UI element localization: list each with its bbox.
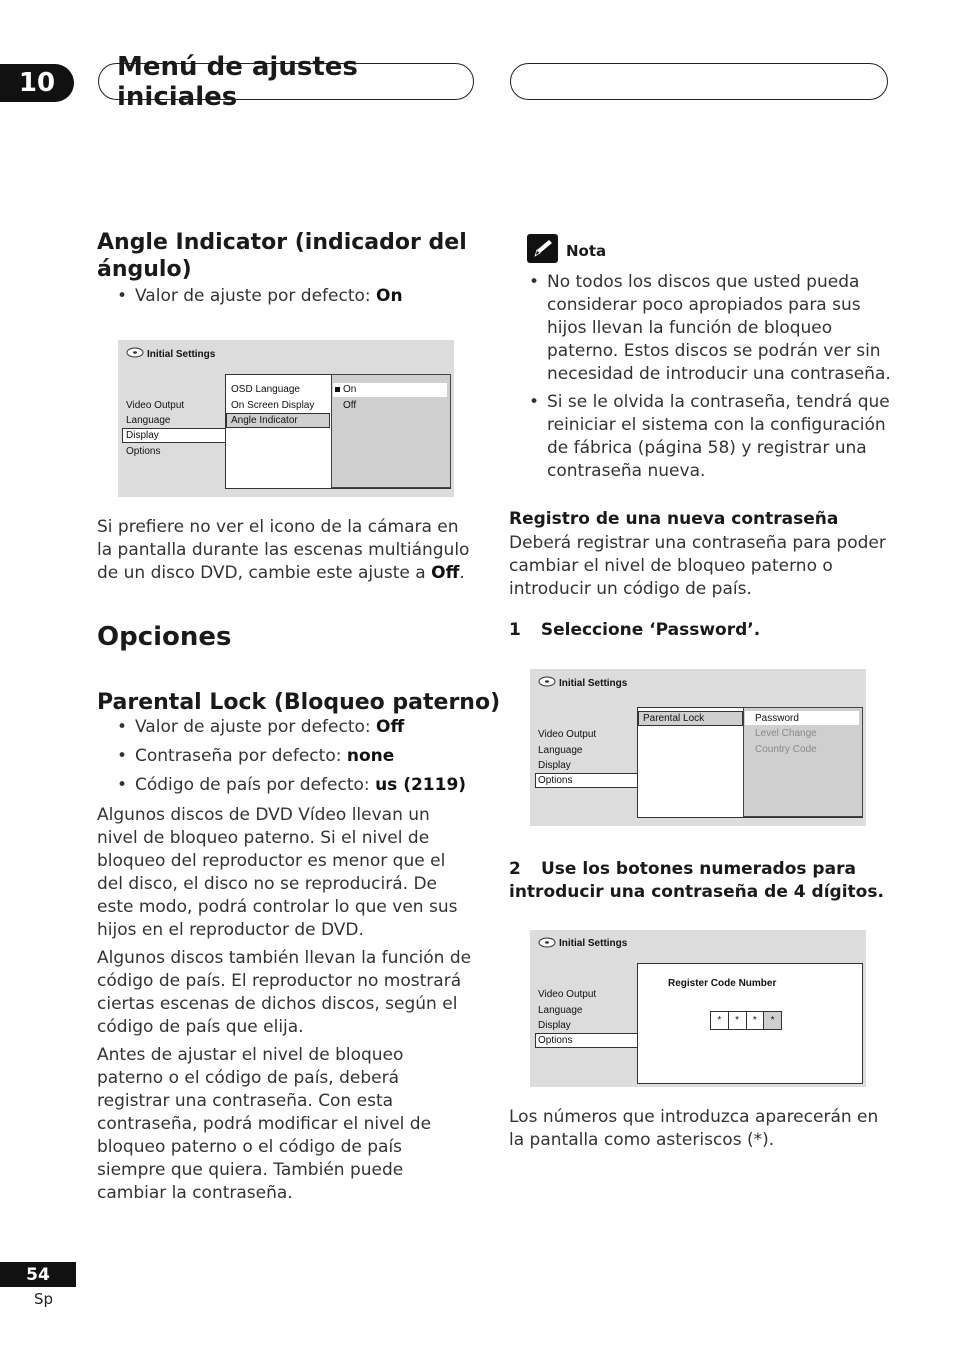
menu-item-display: Display	[538, 1020, 571, 1031]
note-bullet-text: No todos los discos que usted pueda considerar poco apropiados para sus hijos llevan la función de bloqueo paterno. Estos discos se podrán ver sin necesidad de introducir una contraseña.	[547, 272, 891, 384]
step-1	[509, 620, 760, 640]
parental-paragraph-1: Algunos discos de DVD Vídeo llevan un nivel de bloqueo paterno. Si el nivel de bloqueo del reproductor es menor que el del disco, el disco no se reproducirá. De este modo, podrá controlar lo que ven sus hijos en el reproductor de DVD.	[97, 805, 458, 940]
register-heading: Registro de una nueva contraseña	[509, 509, 839, 529]
angle-paragraph-value: Off	[431, 563, 460, 583]
country-default-bullet: • Código de país por defecto: us (2119)	[117, 775, 467, 795]
register-paragraph: Deberá registrar una contraseña para poder cambiar el nivel de bloqueo paterno o introducir un código de país.	[509, 533, 886, 599]
menu-item-video-output: Video Output	[538, 729, 597, 740]
value-level-change: Level Change	[755, 728, 817, 739]
menu-item-video-output: Video Output	[538, 989, 597, 1000]
menu-item-language: Language	[126, 415, 171, 426]
angle-paragraph	[97, 516, 475, 585]
code-digit: *	[747, 1011, 765, 1030]
note-label: Nota	[566, 242, 607, 260]
submenu-on-screen-display: On Screen Display	[231, 400, 315, 411]
angle-indicator-heading: Angle Indicator (indicador del ángulo)	[97, 230, 467, 282]
disc-icon	[538, 937, 556, 948]
note-bullet-2: • Si se le olvida la contraseña, tendrá que reiniciar el sistema con la configuración de fábrica (página 58) y registrar una contraseña nueva.	[529, 391, 894, 483]
note-bullet-1: • No todos los discos que usted pueda considerar poco apropiados para sus hijos llevan la función de bloqueo paterno. Estos discos se podrán ver sin necesidad de introducir una contraseña.	[529, 271, 894, 386]
menu-item-language: Language	[538, 745, 583, 756]
step-text: Seleccione ‘Password’.	[540, 620, 761, 640]
asterisk-paragraph: Los números que introduzca aparecerán en la pantalla como asteriscos (*).	[509, 1107, 879, 1150]
note-bullet-text: Si se le olvida la contraseña, tendrá que reiniciar el sistema con la configuración de fábrica (página 58) y registrar una contraseña nueva.	[547, 392, 890, 481]
menu-item-options: Options	[538, 1035, 573, 1046]
bullet-label: Contraseña por defecto:	[135, 746, 347, 766]
osd-title: Initial Settings	[147, 349, 216, 360]
submenu-parental-lock: Parental Lock	[643, 713, 705, 724]
note-pencil-icon	[527, 234, 558, 263]
osd-title: Initial Settings	[559, 678, 628, 689]
step-number: 2	[509, 859, 521, 879]
parental-paragraph-3: Antes de ajustar el nivel de bloqueo paterno o el código de país, deberá registrar una contraseña. Con esta contraseña, podrá modificar el nivel de bloqueo paterno o el código de país siempre que quiera. También puede cambiar la contraseña.	[97, 1045, 432, 1203]
register-dialog-title: Register Code Number	[668, 978, 777, 989]
osd-password-screen	[530, 669, 866, 826]
menu-item-display: Display	[538, 760, 571, 771]
disc-icon	[538, 676, 556, 687]
menu-item-options: Options	[538, 775, 573, 786]
code-digit: *	[710, 1011, 729, 1030]
selected-marker-icon	[335, 387, 340, 392]
value-on: On	[343, 384, 357, 395]
menu-item-display: Display	[126, 430, 159, 441]
menu-item-video-output: Video Output	[126, 400, 185, 411]
submenu-angle-indicator: Angle Indicator	[231, 415, 298, 426]
chapter-number: 10	[0, 64, 74, 102]
code-digit-active: *	[764, 1011, 782, 1030]
menu-item-language: Language	[538, 1005, 583, 1016]
page-number: 54	[0, 1262, 76, 1287]
bullet-value: On	[376, 286, 403, 306]
bullet-value: Off	[376, 717, 405, 737]
options-heading: Opciones	[97, 622, 232, 652]
parental-default-bullet: • Valor de ajuste por defecto: Off	[117, 717, 405, 737]
submenu-osd-language: OSD Language	[231, 384, 300, 395]
osd-title: Initial Settings	[559, 938, 628, 949]
code-digit: *	[729, 1011, 747, 1030]
step-text: Use los botones numerados para introducir una contraseña de 4 dígitos.	[509, 859, 884, 902]
bullet-value: us (2119)	[375, 775, 467, 795]
language-code: Sp	[34, 1290, 54, 1308]
step-number: 1	[509, 620, 521, 640]
bullet-value: none	[346, 746, 395, 766]
angle-paragraph-end: .	[459, 563, 465, 583]
parental-paragraph-2: Algunos discos también llevan la función de código de país. El reproductor no mostrará ciertas escenas de dichos discos, según el código de país que elija.	[97, 948, 472, 1037]
disc-icon	[126, 347, 144, 358]
header-empty-box	[510, 63, 888, 100]
bullet-label: Valor de ajuste por defecto:	[135, 286, 377, 306]
value-country-code: Country Code	[755, 744, 817, 755]
osd-register-code-screen	[530, 930, 866, 1087]
chapter-title: Menú de ajustes iniciales	[98, 63, 474, 100]
value-off: Off	[343, 400, 357, 411]
parental-lock-heading: Parental Lock (Bloqueo paterno)	[97, 690, 501, 715]
angle-paragraph-text: Si prefiere no ver el icono de la cámara en la pantalla durante las escenas multiángulo de un disco DVD, cambie este ajuste a	[97, 517, 470, 583]
step-2	[509, 858, 889, 904]
code-entry-field	[710, 1011, 782, 1030]
osd-angle-indicator-screen	[118, 340, 454, 497]
menu-item-options: Options	[126, 446, 161, 457]
password-default-bullet: • Contraseña por defecto: none	[117, 746, 395, 766]
value-password: Password	[755, 713, 799, 724]
bullet-label: Valor de ajuste por defecto:	[135, 717, 377, 737]
bullet-label: Código de país por defecto:	[135, 775, 376, 795]
